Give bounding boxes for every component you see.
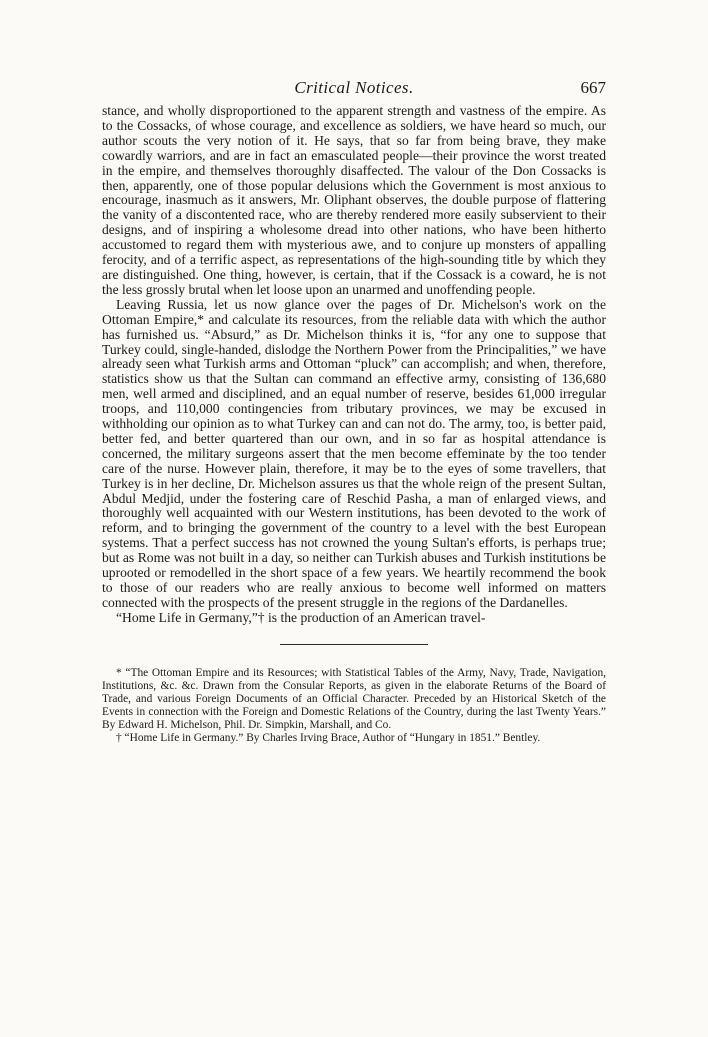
page-number: 667 bbox=[580, 78, 606, 97]
paragraph-home-life: “Home Life in Germany,”† is the production of an American travel- bbox=[116, 609, 486, 625]
running-head bbox=[102, 78, 606, 104]
footnote-ottoman-empire: * “The Ottoman Empire and its Resources; with Statistical Tables of the Army, Navy, Trade, Navigation, Institutions, &c. &c. Drawn from the Consular Reports, as given in the elaborate Returns of the Board of Trade, and various Foreign Documents of an Official Character. Preceded by an Historical Sketch of the Events in connection with the Foreign and Domestic Relations of the Country, during the last Twenty Years.” By Edward H. Michelson, Phil. Dr. Simpkin, Marshall, and Co. bbox=[102, 666, 606, 731]
main-text bbox=[102, 104, 606, 626]
paragraph-cossacks: stance, and wholly disproportioned to the apparent strength and vastness of the empire. As to the Cossacks, of whose courage, and excellence as soldiers, we have heard so much, our author scouts the very notion of it. He says, that so far from being brave, they make cowardly warriors, and are in fact an emasculated people—their province the worst treated in the empire, and themselves thoroughly disaffected. The valour of the Don Cossacks is then, apparently, one of those popular delusions which the Government is most anxious to encourage, inasmuch as it answers, Mr. Oliphant observes, the double purpose of flattering the vanity of a discontented race, who are thereby rendered more easily subservient to their designs, and of inspiring a wholesome dread into other nations, who have been hitherto accustomed to regard them with mysterious awe, and to conjure up monsters of appalling ferocity, and of a terrific aspect, as representations of the high-sounding title by which they are distinguished. One thing, however, is certain, that if the Cossack is a coward, he is not the less grossly brutal when let loose upon an unarmed and unoffending people. bbox=[102, 103, 606, 297]
footnote-divider bbox=[280, 644, 428, 645]
footnotes bbox=[102, 667, 606, 745]
running-title: Critical Notices. bbox=[294, 78, 414, 97]
footnote-home-life: † “Home Life in Germany.” By Charles Irving Brace, Author of “Hungary in 1851.” Bentley. bbox=[116, 731, 541, 744]
book-page bbox=[102, 78, 606, 745]
paragraph-ottoman-empire: Leaving Russia, let us now glance over the pages of Dr. Michelson's work on the Ottoman Empire,* and calculate its resources, from the reliable data with which the author has furnished us. “Absurd,” as Dr. Michelson thinks it is, “for any one to suppose that Turkey could, single-handed, dislodge the Northern Power from the Principalities,” we have already seen what Turkish arms and Ottoman “pluck” can accomplish; and when, therefore, statistics show us that the Sultan can command an effective army, consisting of 136,680 men, well armed and disciplined, and an equal number of reserve, besides 61,000 irregular troops, and 110,000 contingencies from tributary provinces, we may be excused in withholding our opinion as to what Turkey can and can not do. The army, too, is better paid, better fed, and better quartered than our own, and in so far as hospital attendance is concerned, the military surgeons assert that the men become effeminate by the too tender care of the nurse. However plain, therefore, it may be to the eyes of some travellers, that Turkey is in her decline, Dr. Michelson assures us that the whole reign of the present Sultan, Abdul Medjid, under the fostering care of Reschid Pasha, a man of enlarged views, and thoroughly well acquainted with our Western institutions, has been devoted to the work of reform, and to bringing the government of the country to a level with the best European systems. That a perfect success has not crowned the young Sultan's efforts, is perhaps true; but as Rome was not built in a day, so neither can Turkish abuses and Turkish institutions be uprooted or remodelled in the short space of a few years. We heartily recommend the book to those of our readers who are really anxious to become well informed on matters connected with the prospects of the present struggle in the regions of the Dardanelles. bbox=[102, 296, 606, 610]
